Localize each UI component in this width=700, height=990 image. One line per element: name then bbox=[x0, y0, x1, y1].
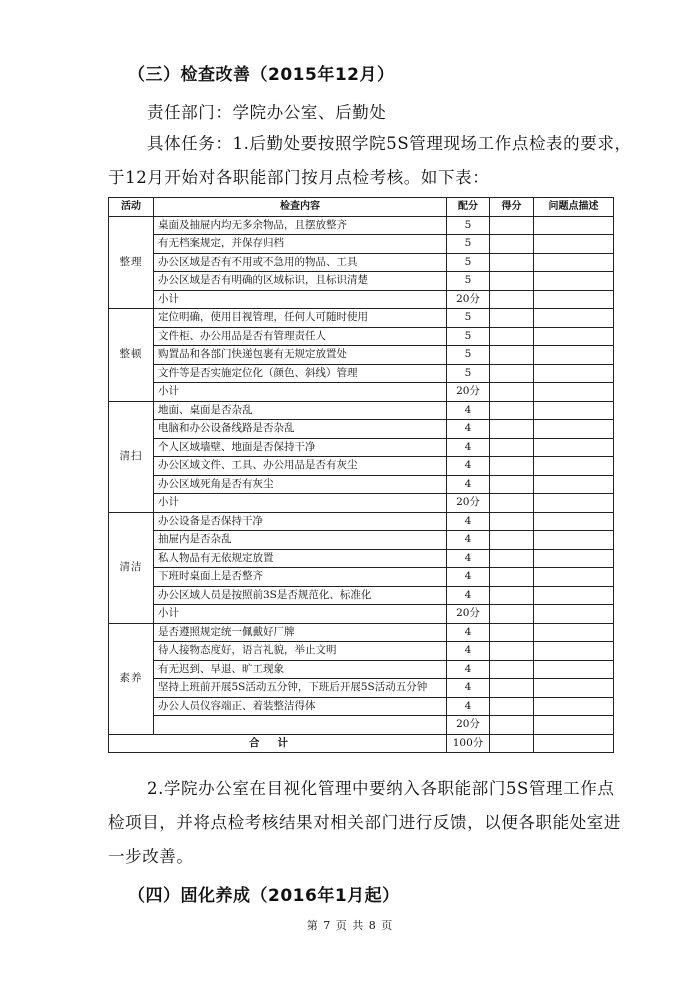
total-label: 合计 bbox=[109, 734, 447, 753]
subtotal-label: 小计 bbox=[154, 290, 447, 309]
content-cell: 桌面及抽屉内均无多余物品，且摆放整齐 bbox=[154, 216, 447, 235]
issue-cell bbox=[534, 364, 614, 383]
got-cell bbox=[490, 272, 534, 291]
table-row bbox=[109, 642, 614, 661]
got-cell bbox=[490, 457, 534, 476]
issue-cell bbox=[534, 568, 614, 587]
table-row bbox=[109, 420, 614, 439]
got-cell bbox=[490, 716, 534, 735]
issue-cell bbox=[534, 494, 614, 513]
issue-cell bbox=[534, 290, 614, 309]
table-row bbox=[109, 660, 614, 679]
got-cell bbox=[490, 623, 534, 642]
table-row bbox=[109, 401, 614, 420]
issue-cell bbox=[534, 420, 614, 439]
got-cell bbox=[490, 383, 534, 402]
issue-cell bbox=[534, 660, 614, 679]
got-cell bbox=[490, 290, 534, 309]
table-row bbox=[109, 586, 614, 605]
content-cell: 办公区域人员是按照前3S是否规范化、标准化 bbox=[154, 586, 447, 605]
activity-cell: 清洁 bbox=[109, 512, 154, 623]
table-row bbox=[109, 235, 614, 254]
issue-cell bbox=[534, 401, 614, 420]
header-activity: 活动 bbox=[109, 198, 154, 217]
issue-cell bbox=[534, 734, 614, 753]
subtotal-label bbox=[154, 716, 447, 735]
table-row bbox=[109, 623, 614, 642]
subtotal-value: 20分 bbox=[447, 716, 490, 735]
subtotal-label: 小计 bbox=[154, 494, 447, 513]
score-cell: 4 bbox=[447, 531, 490, 550]
table-row bbox=[109, 216, 614, 235]
table-row bbox=[109, 346, 614, 365]
total-value: 100分 bbox=[447, 734, 490, 753]
subtotal-label: 小计 bbox=[154, 383, 447, 402]
got-cell bbox=[490, 586, 534, 605]
content-cell: 待人接物态度好，语言礼貌，举止文明 bbox=[154, 642, 447, 661]
issue-cell bbox=[534, 605, 614, 624]
got-cell bbox=[490, 660, 534, 679]
content-cell: 私人物品有无依规定放置 bbox=[154, 549, 447, 568]
responsible-dept-line: 责任部门：学院办公室、后勤处 bbox=[147, 103, 387, 122]
page-footer: 第 7 页 共 8 页 bbox=[306, 919, 394, 932]
issue-cell bbox=[534, 549, 614, 568]
got-cell bbox=[490, 253, 534, 272]
issue-cell bbox=[534, 679, 614, 698]
subtotal-row bbox=[109, 605, 614, 624]
got-cell bbox=[490, 642, 534, 661]
subtotal-row bbox=[109, 716, 614, 735]
content-cell: 有无档案规定，并保存归档 bbox=[154, 235, 447, 254]
table-row bbox=[109, 568, 614, 587]
score-cell: 5 bbox=[447, 346, 490, 365]
issue-cell bbox=[534, 383, 614, 402]
issue-cell bbox=[534, 531, 614, 550]
got-cell bbox=[490, 568, 534, 587]
issue-cell bbox=[534, 438, 614, 457]
content-cell: 地面、桌面是否杂乱 bbox=[154, 401, 447, 420]
subtotal-row bbox=[109, 383, 614, 402]
got-cell bbox=[490, 605, 534, 624]
got-cell bbox=[490, 697, 534, 716]
para2-line-3: 一步改善。 bbox=[108, 847, 194, 866]
subtotal-row bbox=[109, 494, 614, 513]
content-cell: 有无迟到、早退、旷工现象 bbox=[154, 660, 447, 679]
score-cell: 4 bbox=[447, 512, 490, 531]
issue-cell bbox=[534, 253, 614, 272]
subtotal-value: 20分 bbox=[447, 290, 490, 309]
score-cell: 5 bbox=[447, 272, 490, 291]
content-cell: 办公区域文件、工具、办公用品是否有灰尘 bbox=[154, 457, 447, 476]
got-cell bbox=[490, 364, 534, 383]
score-cell: 4 bbox=[447, 660, 490, 679]
score-cell: 4 bbox=[447, 586, 490, 605]
content-cell: 坚持上班前开展5S活动五分钟，下班后开展5S活动五分钟 bbox=[154, 679, 447, 698]
score-cell: 5 bbox=[447, 309, 490, 328]
table-row bbox=[109, 697, 614, 716]
subtotal-row bbox=[109, 290, 614, 309]
got-cell bbox=[490, 531, 534, 550]
issue-cell bbox=[534, 475, 614, 494]
issue-cell bbox=[534, 327, 614, 346]
activity-cell: 整顿 bbox=[109, 309, 154, 402]
content-cell: 办公区域死角是否有灰尘 bbox=[154, 475, 447, 494]
issue-cell bbox=[534, 586, 614, 605]
got-cell bbox=[490, 309, 534, 328]
task-line-1: 具体任务：1.后勤处要按照学院5S管理现场工作点检表的要求， bbox=[147, 134, 632, 153]
content-cell: 购置品和各部门快递包裹有无规定放置处 bbox=[154, 346, 447, 365]
got-cell bbox=[490, 679, 534, 698]
table-header-row bbox=[109, 198, 614, 217]
score-cell: 5 bbox=[447, 364, 490, 383]
got-cell bbox=[490, 235, 534, 254]
subtotal-value: 20分 bbox=[447, 494, 490, 513]
table-body bbox=[109, 216, 614, 753]
header-issue: 问题点描述 bbox=[534, 198, 614, 217]
score-cell: 4 bbox=[447, 457, 490, 476]
table-row bbox=[109, 457, 614, 476]
issue-cell bbox=[534, 457, 614, 476]
issue-cell bbox=[534, 272, 614, 291]
table-row bbox=[109, 327, 614, 346]
got-cell bbox=[490, 346, 534, 365]
content-cell: 电脑和办公设备线路是否杂乱 bbox=[154, 420, 447, 439]
content-cell: 办公设备是否保持干净 bbox=[154, 512, 447, 531]
score-cell: 4 bbox=[447, 623, 490, 642]
issue-cell bbox=[534, 716, 614, 735]
issue-cell bbox=[534, 623, 614, 642]
score-cell: 5 bbox=[447, 216, 490, 235]
got-cell bbox=[490, 420, 534, 439]
issue-cell bbox=[534, 697, 614, 716]
score-cell: 4 bbox=[447, 679, 490, 698]
table-row bbox=[109, 549, 614, 568]
got-cell bbox=[490, 734, 534, 753]
table-row bbox=[109, 253, 614, 272]
header-got: 得分 bbox=[490, 198, 534, 217]
table-row bbox=[109, 272, 614, 291]
issue-cell bbox=[534, 642, 614, 661]
content-cell: 办公区域是否有不用或不急用的物品、工具 bbox=[154, 253, 447, 272]
content-cell: 文件柜、办公用品是否有管理责任人 bbox=[154, 327, 447, 346]
content-cell: 定位明确，使用目视管理，任何人可随时使用 bbox=[154, 309, 447, 328]
got-cell bbox=[490, 438, 534, 457]
content-cell: 是否遵照规定统一佩戴好厂牌 bbox=[154, 623, 447, 642]
task-line-2: 于12月开始对各职能部门按月点检考核。如下表： bbox=[108, 168, 490, 187]
table-row bbox=[109, 512, 614, 531]
table-row bbox=[109, 438, 614, 457]
subtotal-value: 20分 bbox=[447, 605, 490, 624]
issue-cell bbox=[534, 346, 614, 365]
issue-cell bbox=[534, 512, 614, 531]
table-row bbox=[109, 531, 614, 550]
content-cell: 办公区域是否有明确的区域标识，且标识清楚 bbox=[154, 272, 447, 291]
content-cell: 办公人员仪容端正、着装整洁得体 bbox=[154, 697, 447, 716]
got-cell bbox=[490, 216, 534, 235]
got-cell bbox=[490, 494, 534, 513]
total-row bbox=[109, 734, 614, 753]
header-content: 检查内容 bbox=[154, 198, 447, 217]
score-cell: 5 bbox=[447, 327, 490, 346]
score-cell: 5 bbox=[447, 235, 490, 254]
got-cell bbox=[490, 549, 534, 568]
got-cell bbox=[490, 327, 534, 346]
content-cell: 个人区域墙壁、地面是否保持干净 bbox=[154, 438, 447, 457]
para2-line-1: 2.学院办公室在目视化管理中要纳入各职能部门5S管理工作点 bbox=[147, 779, 615, 798]
subtotal-value: 20分 bbox=[447, 383, 490, 402]
table-row bbox=[109, 679, 614, 698]
activity-cell: 素养 bbox=[109, 623, 154, 734]
subtotal-label: 小计 bbox=[154, 605, 447, 624]
score-cell: 4 bbox=[447, 568, 490, 587]
score-cell: 4 bbox=[447, 697, 490, 716]
got-cell bbox=[490, 475, 534, 494]
activity-cell: 清扫 bbox=[109, 401, 154, 512]
header-score: 配分 bbox=[447, 198, 490, 217]
table-row bbox=[109, 309, 614, 328]
score-cell: 5 bbox=[447, 253, 490, 272]
score-cell: 4 bbox=[447, 642, 490, 661]
table-row bbox=[109, 475, 614, 494]
score-cell: 4 bbox=[447, 549, 490, 568]
section-heading-4: （四）固化养成（2016年1月起） bbox=[128, 886, 400, 906]
table-row bbox=[109, 364, 614, 383]
para2-line-2: 检项目，并将点检考核结果对相关部门进行反馈，以便各职能处室进 bbox=[108, 813, 621, 832]
issue-cell bbox=[534, 309, 614, 328]
issue-cell bbox=[534, 235, 614, 254]
content-cell: 抽屉内是否杂乱 bbox=[154, 531, 447, 550]
score-cell: 4 bbox=[447, 420, 490, 439]
content-cell: 文件等是否实施定位化（颜色、斜线）管理 bbox=[154, 364, 447, 383]
score-cell: 4 bbox=[447, 475, 490, 494]
got-cell bbox=[490, 512, 534, 531]
content-cell: 下班时桌面上是否整齐 bbox=[154, 568, 447, 587]
inspection-table bbox=[108, 197, 614, 753]
score-cell: 4 bbox=[447, 401, 490, 420]
section-heading-3: （三）检查改善（2015年12月） bbox=[128, 65, 395, 85]
issue-cell bbox=[534, 216, 614, 235]
got-cell bbox=[490, 401, 534, 420]
activity-cell: 整理 bbox=[109, 216, 154, 309]
score-cell: 4 bbox=[447, 438, 490, 457]
